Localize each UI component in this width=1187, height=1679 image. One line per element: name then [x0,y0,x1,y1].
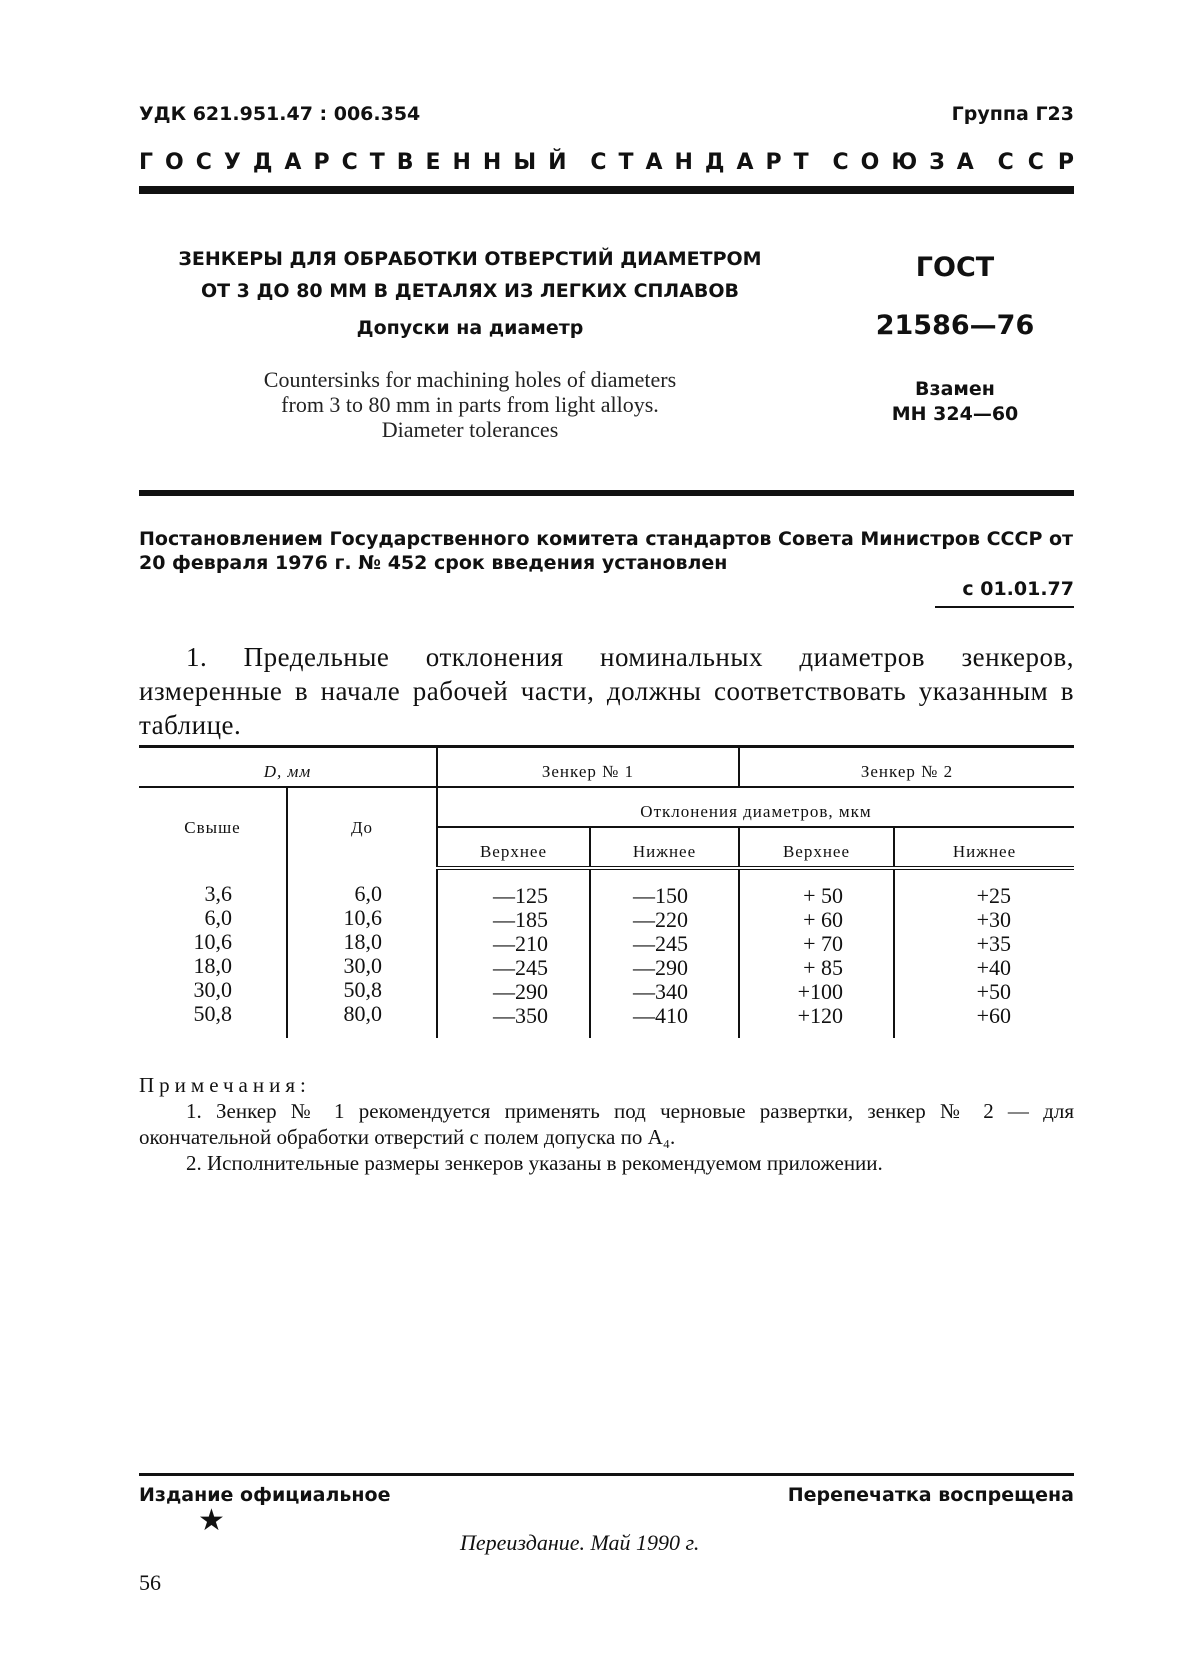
cell: —150 [633,883,688,908]
cell: —125 [493,883,548,908]
header-lower-1: Нижнее [590,827,739,868]
state-word-4: ССР [997,150,1088,175]
cell: 30,0 [343,953,382,978]
cell: +30 [976,907,1011,932]
cell: 30,0 [193,977,232,1002]
subtitle-ru: Допуски на диаметр [356,317,584,339]
cell: —220 [633,907,688,932]
cell: +35 [976,931,1011,956]
title-ru-line2: ОТ 3 ДО 80 ММ В ДЕТАЛЯХ ИЗ ЛЕГКИХ СПЛАВОВ [200,280,740,302]
state-word-1: ГОСУДАРСТВЕННЫЙ [139,150,579,175]
effective-date-rule [935,606,1074,608]
title-en-line2: from 3 to 80 mm in parts from light alloys. [281,392,659,417]
cell: —185 [493,907,548,932]
cell: 10,6 [343,905,382,930]
col-to [287,868,437,1038]
cell: +60 [976,1003,1011,1028]
cell: 80,0 [343,1001,382,1026]
cell: +40 [976,955,1011,980]
decree-text: Постановлением Государственного комитета стандартов Совета Министров СССР от 20 февраля 1976 г. № 452 срок введения установлен [139,528,1074,574]
table-body-row [139,868,1074,1038]
col-lower-2 [894,868,1074,1038]
cell: 50,8 [193,1001,232,1026]
header-over: Свыше [184,818,241,837]
header-to: До [287,787,437,868]
state-standard-heading [139,150,1088,175]
cell: 18,0 [343,929,382,954]
cell: +120 [797,1003,843,1028]
cell: —245 [493,955,548,980]
gost-label: ГОСТ [915,252,995,283]
cell: —340 [633,979,688,1004]
col-upper-2 [739,868,894,1038]
cell: —290 [633,955,688,980]
replaces-label: Взамен [915,378,995,400]
footer-rule [139,1473,1074,1476]
cell: 50,8 [343,977,382,1002]
cell: —290 [493,979,548,1004]
effective-date: с 01.01.77 [962,578,1074,600]
header-deviation: Отклонения диаметров, мкм [437,787,1074,827]
col-over [139,868,287,1038]
header-rule [139,186,1074,194]
col-upper-1 [437,868,590,1038]
header-upper-2: Верхнее [739,827,894,868]
group-code: Группа Г23 [951,103,1074,125]
col-lower-1 [590,868,739,1038]
reissue-note: Переиздание. Май 1990 г. [460,1530,700,1555]
header-zenker-1: Зенкер № 1 [437,747,739,788]
cell: 3,6 [204,881,232,906]
tolerance-table [139,745,1074,1038]
cell: 10,6 [193,929,232,954]
udk-code: УДК 621.951.47 : 006.354 [139,103,421,125]
title-ru [150,243,790,307]
cell: —350 [493,1003,548,1028]
header-d-mm: D, мм [139,747,437,788]
reprint-prohibited: Перепечатка воспрещена [787,1484,1074,1506]
paragraph-1: 1. Предельные отклонения номинальных диаметров зенкеров, измеренные в начале рабочей части, должны соответствовать указанным в таблице. [139,642,1074,740]
cell: —245 [633,931,688,956]
state-word-2: СТАНДАРТ [590,150,821,175]
cell: 18,0 [193,953,232,978]
note-2: 2. Исполнительные размеры зенкеров указаны в рекомендуемом приложении. [186,1151,883,1175]
star-icon: ★ [198,1503,225,1538]
official-edition: Издание официальное [139,1484,391,1506]
cell: + 50 [803,883,843,908]
cell: 6,0 [204,905,232,930]
cell: +50 [976,979,1011,1004]
cell: —210 [493,931,548,956]
gost-number: 21586—76 [875,310,1035,341]
cell: + 70 [803,931,843,956]
cell: + 85 [803,955,843,980]
header-lower-2: Нижнее [894,827,1074,868]
replaces-block [840,377,1070,427]
cell: + 60 [803,907,843,932]
tolerance-table-wrapper [139,745,1074,1038]
state-word-3: СОЮЗА [832,150,986,175]
title-ru-line1: ЗЕНКЕРЫ ДЛЯ ОБРАБОТКИ ОТВЕРСТИЙ ДИАМЕТРОМ [178,248,762,270]
replaces-value: МН 324—60 [891,403,1019,425]
notes-heading: Примечания: [139,1073,311,1097]
title-en [150,367,790,442]
header-zenker-2: Зенкер № 2 [739,747,1074,788]
title-rule [139,490,1074,496]
title-en-line3: Diameter tolerances [381,417,559,442]
cell: +100 [797,979,843,1004]
cell: 6,0 [354,881,382,906]
cell: —410 [633,1003,688,1028]
page-number: 56 [139,1570,161,1595]
notes [139,1072,1074,1176]
cell: +25 [976,883,1011,908]
note-1: 1. Зенкер № 1 рекомендуется применять под черновые развертки, зенкер № 2 — для окончательной обработки отверстий с полем допуска по A₄. [139,1099,1074,1149]
title-en-line1: Countersinks for machining holes of diameters [263,367,677,392]
header-upper-1: Верхнее [437,827,590,868]
